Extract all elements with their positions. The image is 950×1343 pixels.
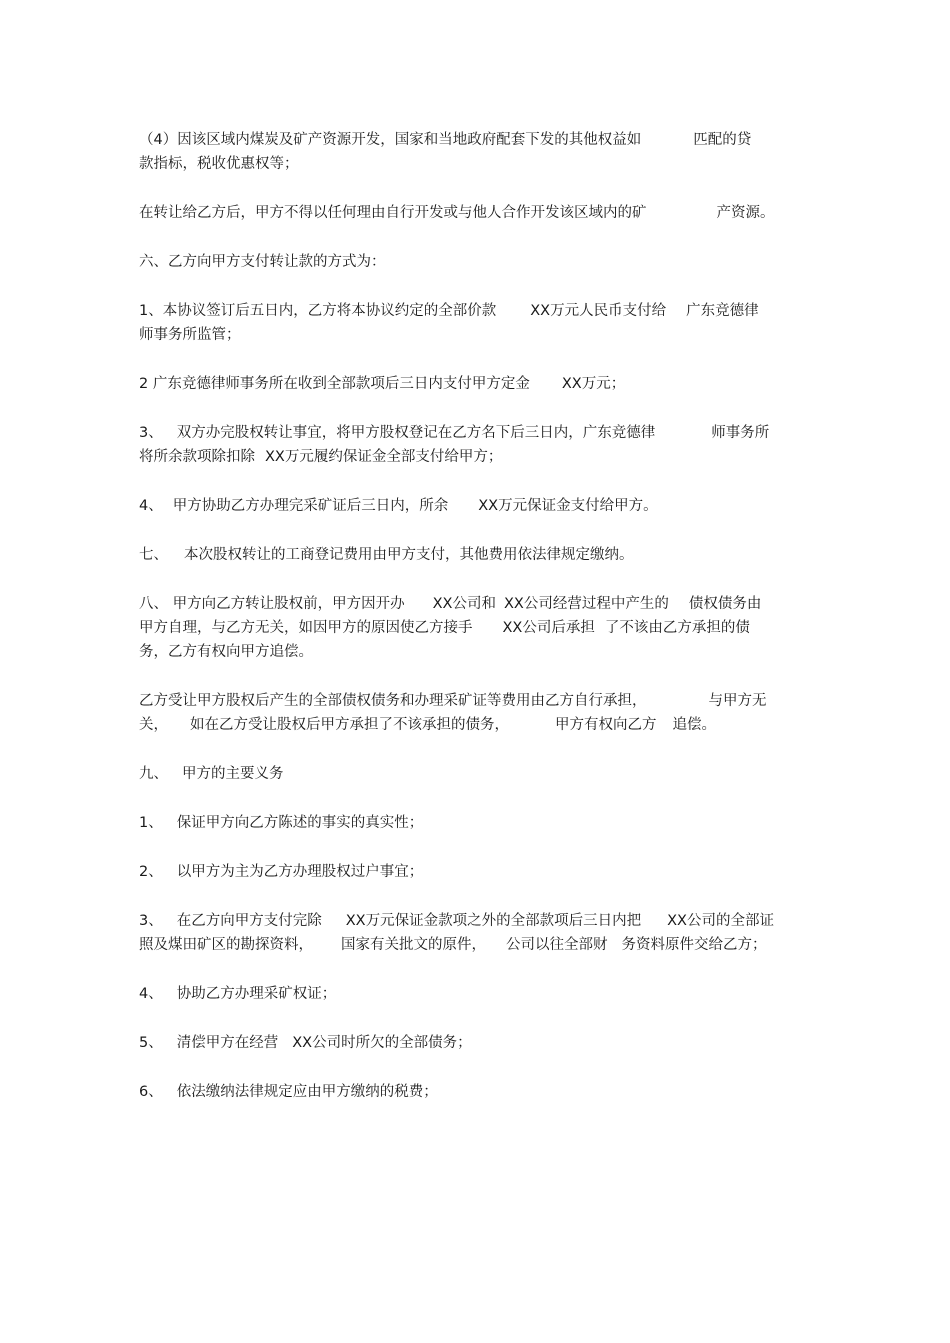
text-segment: 6、	[139, 1084, 163, 1100]
text-segment: 4、	[139, 986, 163, 1002]
text-segment: XX公司和	[432, 596, 496, 612]
text-segment: 2、	[139, 864, 163, 880]
text-line	[139, 933, 811, 957]
paragraph	[139, 543, 811, 567]
text-segment: 双方办完股权转让事宜，将甲方股权登记在乙方名下后三日内，广东竞德律	[176, 425, 656, 441]
text-line	[139, 860, 811, 884]
paragraph	[139, 592, 811, 664]
paragraph	[139, 494, 811, 518]
text-segment: 以甲方为主为乙方办理股权过户事宜；	[176, 864, 424, 880]
text-segment: 保证甲方向乙方陈述的事实的真实性；	[176, 815, 424, 831]
text-line	[139, 1031, 811, 1055]
paragraph	[139, 250, 811, 274]
text-segment: 六、乙方向甲方支付转让款的方式为：	[139, 254, 386, 270]
text-segment: XX万元人民币支付给	[530, 303, 667, 319]
text-segment: 产资源。	[716, 205, 775, 221]
text-segment: 关，	[139, 717, 168, 733]
text-segment: 九、	[139, 766, 168, 782]
text-segment: 公司以往全部财	[506, 937, 608, 953]
text-line	[139, 713, 811, 737]
text-line	[139, 201, 811, 225]
text-segment: 甲方的主要义务	[182, 766, 284, 782]
text-segment: 款指标，税收优惠权等；	[139, 156, 299, 172]
text-segment: 在转让给乙方后，甲方不得以任何理由自行开发或与他人合作开发该区域内的矿	[139, 205, 647, 221]
text-segment: 师事务所监管；	[139, 327, 241, 343]
text-segment: 4、	[139, 498, 163, 514]
text-line	[139, 494, 811, 518]
text-segment: 1、本协议签订后五日内，乙方将本协议约定的全部价款	[139, 303, 497, 319]
paragraph	[139, 982, 811, 1006]
text-line	[139, 689, 811, 713]
text-segment: 本次股权转让的工商登记费用由甲方支付，其他费用依法律规定缴纳。	[184, 547, 634, 563]
text-segment: 清偿甲方在经营	[176, 1035, 279, 1051]
paragraph	[139, 762, 811, 786]
text-segment: 甲方自理，与乙方无关，如因甲方的原因使乙方接手	[139, 620, 473, 636]
text-line	[139, 592, 811, 616]
paragraph	[139, 421, 811, 469]
text-line	[139, 616, 811, 640]
text-segment: XX公司时所欠的全部债务；	[292, 1035, 472, 1051]
text-segment: 照及煤田矿区的勘探资料，	[139, 937, 313, 953]
text-segment: 乙方受让甲方股权后产生的全部债权债务和办理采矿证等费用由乙方自行承担，	[139, 693, 647, 709]
text-segment: 七、	[139, 547, 168, 563]
text-line	[139, 421, 811, 445]
paragraph	[139, 372, 811, 396]
text-line	[139, 543, 811, 567]
text-segment: 将所余款项除扣除	[139, 449, 255, 465]
text-line	[139, 909, 811, 933]
text-segment: 1、	[139, 815, 163, 831]
text-segment: 甲方协助乙方办理完采矿证后三日内，所余	[172, 498, 449, 514]
text-segment: XX公司的全部证	[667, 913, 774, 929]
paragraph	[139, 299, 811, 347]
text-line	[139, 811, 811, 835]
text-line	[139, 640, 811, 664]
paragraph	[139, 689, 811, 737]
text-segment: 依法缴纳法律规定应由甲方缴纳的税费；	[176, 1084, 438, 1100]
text-segment: XX万元保证金支付给甲方。	[478, 498, 658, 514]
paragraph	[139, 909, 811, 957]
text-segment: 与甲方无	[708, 693, 767, 709]
text-segment: 八、 甲方向乙方转让股权前，甲方因开办	[139, 596, 405, 612]
text-segment: 2 广东竞德律师事务所在收到全部款项后三日内支付甲方定金	[139, 376, 530, 392]
text-line	[139, 762, 811, 786]
text-line	[139, 128, 811, 152]
text-segment: （4）因该区域内煤炭及矿产资源开发，国家和当地政府配套下发的其他权益如	[139, 132, 642, 148]
text-segment: 务资料原件交给乙方；	[621, 937, 767, 953]
paragraph	[139, 860, 811, 884]
text-line	[139, 372, 811, 396]
text-segment: XX公司经营过程中产生的	[503, 596, 669, 612]
text-segment: 师事务所	[711, 425, 770, 441]
text-segment: XX万元履约保证金全部支付给甲方；	[265, 449, 503, 465]
document-body	[139, 128, 811, 1129]
text-line	[139, 299, 811, 323]
text-segment: 债权债务由	[688, 596, 762, 612]
text-line	[139, 323, 811, 347]
text-segment: 协助乙方办理采矿权证；	[176, 986, 337, 1002]
paragraph	[139, 128, 811, 176]
text-line	[139, 1080, 811, 1104]
text-segment: 5、	[139, 1035, 163, 1051]
text-segment: 3、	[139, 425, 163, 441]
paragraph	[139, 1080, 811, 1104]
text-segment: 追偿。	[672, 717, 716, 733]
paragraph	[139, 201, 811, 225]
text-segment: 甲方有权向乙方	[555, 717, 657, 733]
paragraph	[139, 1031, 811, 1055]
text-line	[139, 982, 811, 1006]
text-segment: 在乙方向甲方支付完除	[176, 913, 322, 929]
text-line	[139, 445, 811, 469]
text-segment: 如在乙方受让股权后甲方承担了不该承担的债务，	[190, 717, 509, 733]
text-segment: 3、	[139, 913, 163, 929]
text-segment: 了不该由乙方承担的债	[604, 620, 750, 636]
text-line	[139, 250, 811, 274]
text-segment: 匹配的贷	[693, 132, 752, 148]
text-segment: XX万元；	[561, 376, 626, 392]
text-segment: 国家有关批文的原件，	[341, 937, 486, 953]
paragraph	[139, 811, 811, 835]
text-segment: XX万元保证金款项之外的全部款项后三日内把	[345, 913, 642, 929]
text-line	[139, 152, 811, 176]
text-segment: XX公司后承担	[502, 620, 595, 636]
text-segment: 广东竞德律	[686, 303, 759, 319]
text-segment: 务，乙方有权向甲方追偿。	[139, 644, 313, 660]
